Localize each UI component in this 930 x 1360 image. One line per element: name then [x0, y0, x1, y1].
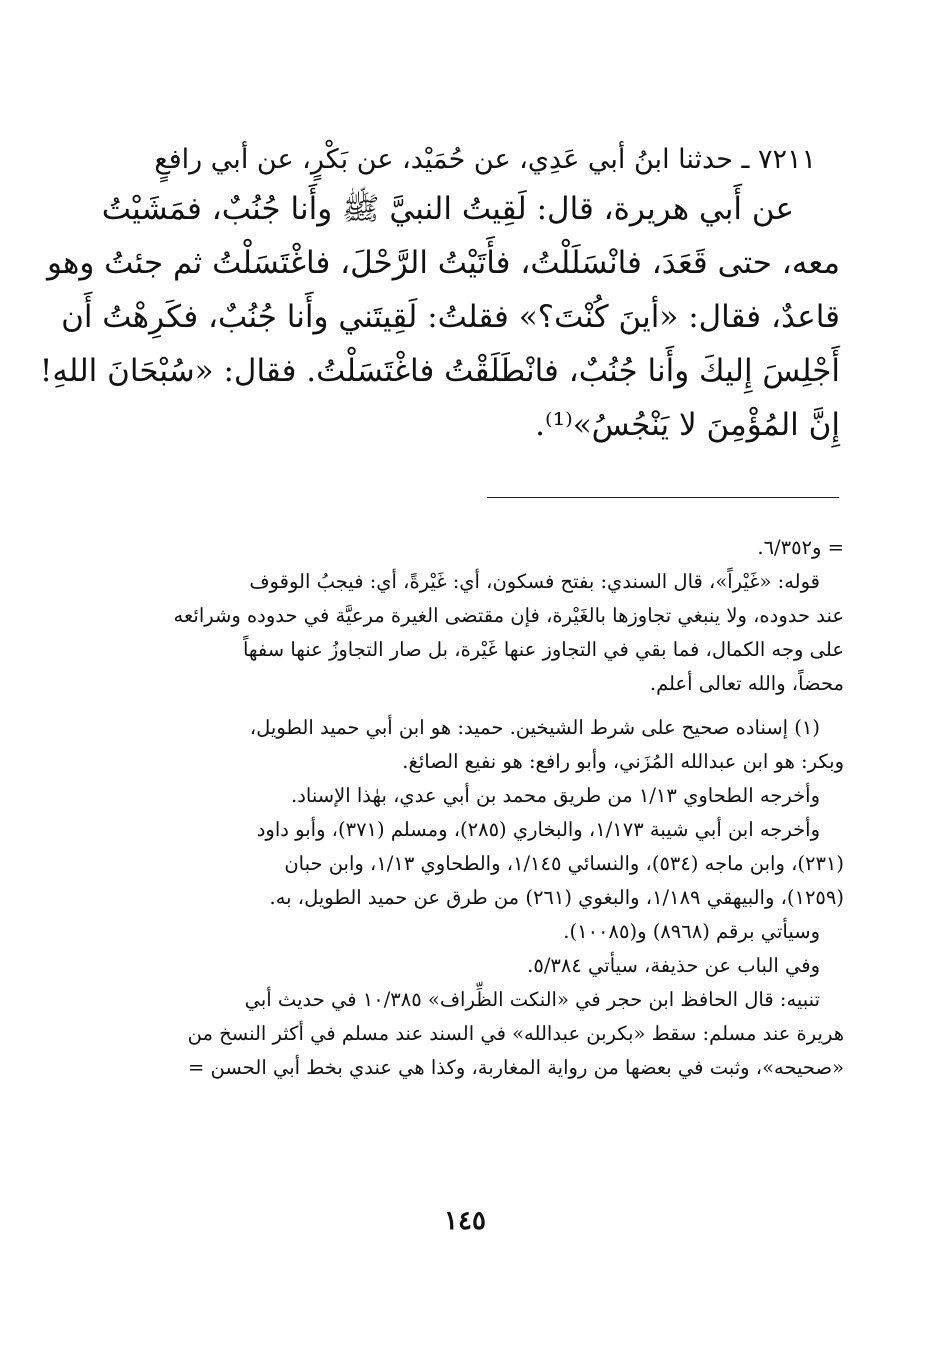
footnote-line: «صحيحه»، وثبت في بعضها من رواية المغاربة، وكذا هي عندي بخط أبي الحسن =	[188, 1056, 844, 1079]
footnote-line: هريرة عند مسلم: سقط «بكربن عبدالله» في السند عند مسلم في أكثر النسخ من	[187, 1022, 844, 1045]
hadith-line: إِنَّ المُؤْمِنَ لا يَنْجُسُ»⁽¹⁾.	[535, 407, 840, 443]
footnote-line: عند حدوده، ولا ينبغي تجاوزها بالغَيْرة، فإن مقتضى الغيرة مرعيَّة في حدوده وشرائعه	[173, 604, 844, 627]
footnote-line: على وجه الكمال، فما بقي في التجاوز عنها غَيْرة، بل صار التجاوزُ عنها سفهاً	[242, 638, 844, 661]
footnote-line: وسيأتي برقم (٨٩٦٨) و(١٠٠٨٥).	[563, 920, 820, 943]
footnote-line: (٢٣١)، وابن ماجه (٥٣٤)، والنسائي ١/١٤٥، والطحاوي ١/١٣، وابن حبان	[284, 852, 844, 875]
footnote-line: قوله: «غَيْراً»، قال السندي: بفتح فسكون، أي: غَيْرةً، أي: فيجبُ الوقوف	[249, 570, 820, 593]
footnote-line: (١٢٥٩)، والبيهقي ١/١٨٩، والبغوي (٢٦١) من طرق عن حميد الطويل، به.	[269, 886, 844, 909]
footnote-line: = و٦/٣٥٢.	[757, 536, 844, 559]
hadith-line: معه، حتى قَعَدَ، فانْسَلَلْتُ، فأَتَيْتُ الرَّحْلَ، فاغْتَسَلْتُ ثم جئتُ وهو	[46, 245, 840, 281]
footnote-divider	[487, 497, 839, 498]
footnote-line: وبكر: هو ابن عبدالله المُزَني، وأبو رافع: هو نفيع الصائغ.	[402, 750, 844, 773]
hadith-line: أَجْلِسَ إِليكَ وأَنا جُنُبٌ، فانْطَلَقْتُ فاغْتَسَلْتُ. فقال: «سُبْحَانَ اللهِ!	[39, 353, 840, 389]
hadith-line: ٧٢١١ ـ حدثنا ابنُ أبي عَدِي، عن حُمَيْد، عن بَكْرٍ، عن أبي رافعٍ	[154, 144, 816, 175]
hadith-text	[39, 138, 840, 452]
footnote-line: تنبيه: قال الحافظ ابن حجر في «النكت الظِّراف» ١٠/٣٨٥ في حديث أبي	[244, 988, 820, 1011]
footnote-line: (١) إسناده صحيح على شرط الشيخين. حميد: هو ابن أبي حميد الطويل،	[249, 716, 820, 739]
footnotes	[132, 531, 844, 1085]
hadith-line: عن أَبي هريرة، قال: لَقِيتُ النبيَّ ﷺ وأَنا جُنُبٌ، فمَشَيْتُ	[101, 191, 794, 227]
footnote-line: محضاً، والله تعالى أعلم.	[649, 672, 844, 695]
footnote-line: وفي الباب عن حذيفة، سيأتي ٥/٣٨٤.	[527, 954, 820, 977]
hadith-line: قاعدٌ، فقال: «أينَ كُنْتَ؟» فقلتُ: لَقِيتَني وأَنا جُنُبٌ، فكَرِهْتُ أَن	[61, 299, 840, 335]
footnote-line: وأخرجه ابن أبي شيبة ١/١٧٣، والبخاري (٢٨٥)، ومسلم (٣٧١)، وأبو داود	[256, 818, 820, 841]
page-number: ١٤٥	[444, 1206, 486, 1236]
footnote-line: وأخرجه الطحاوي ١/١٣ من طريق محمد بن أبي عدي، بهٰذا الإسناد.	[291, 784, 820, 807]
